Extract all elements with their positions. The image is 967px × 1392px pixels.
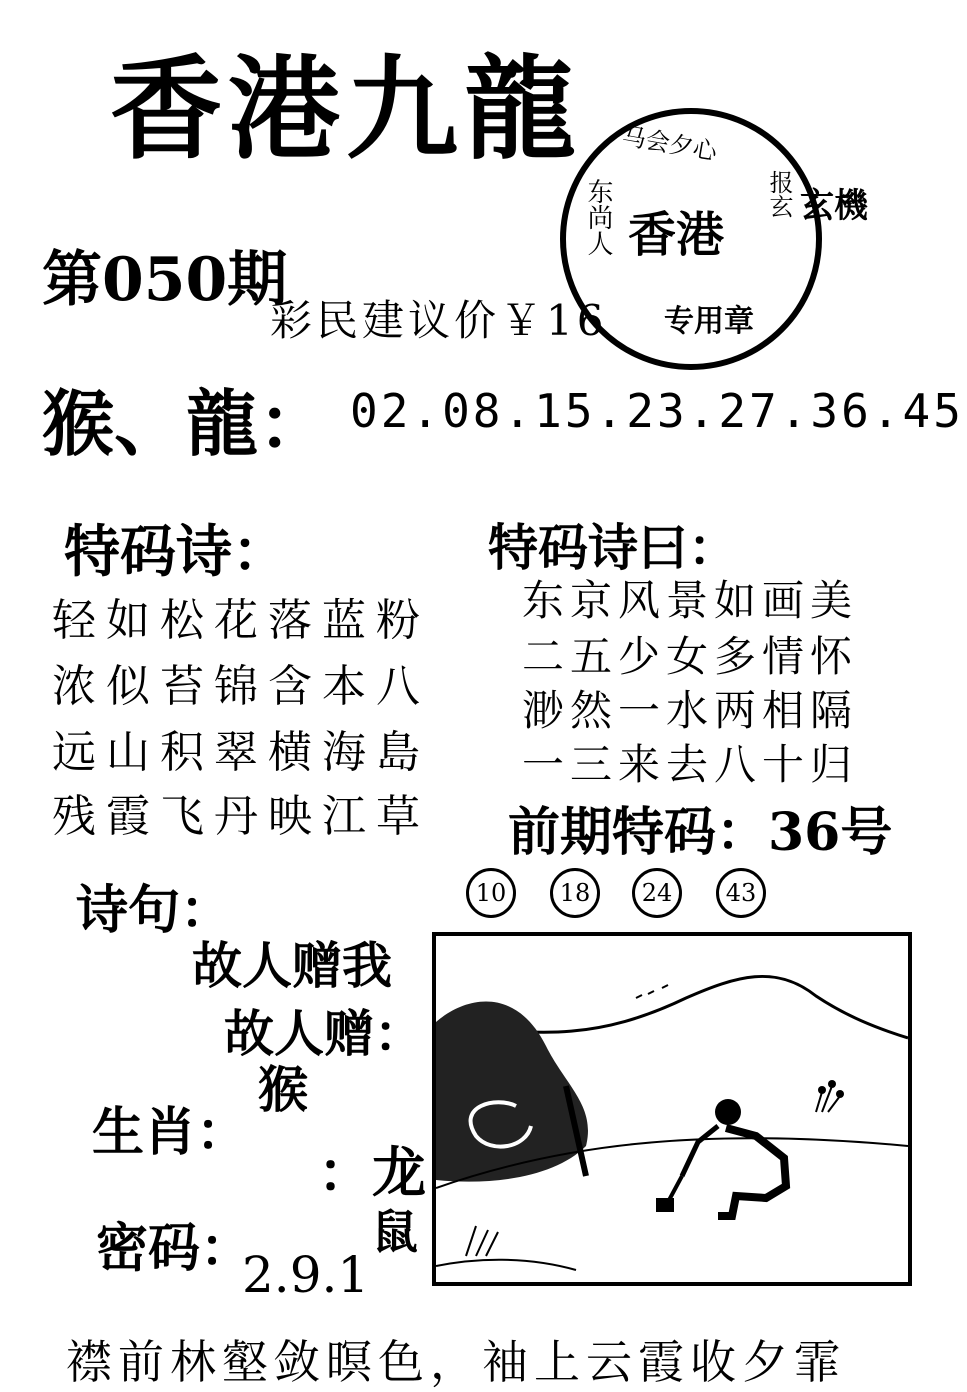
stamp-ring-left-text: 东尚人 <box>583 178 613 256</box>
right-poem-title: 特码诗曰： <box>488 518 738 577</box>
number-ball: 18 <box>550 868 600 918</box>
illustration-drawing <box>436 936 908 1282</box>
poem-phrase-label: 诗句： <box>76 880 233 941</box>
poem-phrase-line: 故人赠： <box>224 1004 424 1063</box>
number-ball: 24 <box>632 868 682 918</box>
password-value: 2.9.1 <box>242 1246 370 1304</box>
farmer-illustration <box>432 932 912 1286</box>
right-poem-line: 渺然一水两相隔 <box>522 686 859 735</box>
zodiac-numbers: 02.08.15.23.27.36.45 <box>350 384 964 438</box>
number-ball: 43 <box>716 868 766 918</box>
stamp-seal-text: 专用章 <box>664 304 754 339</box>
stamp-ring-top-text: 马会夕心 <box>619 121 720 167</box>
right-poem-line: 东京风景如画美 <box>522 576 859 625</box>
password-label: 密码： <box>96 1218 253 1279</box>
left-poem-line: 浓似苔锦含本八 <box>52 661 430 712</box>
left-poem-line: 轻如松花落蓝粉 <box>52 595 430 646</box>
left-poem-line: 残霞飞丹映江草 <box>52 791 430 842</box>
right-poem-line: 二五少女多情怀 <box>522 632 859 681</box>
zodiac-hint-value: ：龙 <box>318 1140 426 1204</box>
stamp-side-text: 玄機 <box>800 186 868 226</box>
stamp-ring-right-text: 报玄 <box>765 170 793 218</box>
suggested-price: 彩民建议价￥16 <box>270 296 608 345</box>
zodiac-hint-value: 鼠 <box>372 1205 418 1259</box>
zodiac-hint-value: 猴 <box>258 1060 308 1119</box>
zodiac-hint-label: 生肖： <box>92 1102 249 1163</box>
page-title: 香港九龍 <box>110 44 582 175</box>
left-poem-title: 特码诗： <box>64 519 288 585</box>
left-poem-line: 远山积翠横海島 <box>52 727 430 778</box>
stamp-center-text: 香港 <box>628 207 725 263</box>
footer-poem: 襟前林壑敛暝色，袖上云霞收夕霏 <box>66 1335 846 1389</box>
issue-number: 第050期 <box>42 245 288 315</box>
poem-phrase-line: 故人赠我 <box>192 936 392 995</box>
previous-special-code: 前期特码：36号 <box>508 802 893 863</box>
right-poem-line: 一三来去八十归 <box>522 740 859 789</box>
number-ball: 10 <box>466 868 516 918</box>
zodiac-label: 猴、龍： <box>42 381 331 466</box>
